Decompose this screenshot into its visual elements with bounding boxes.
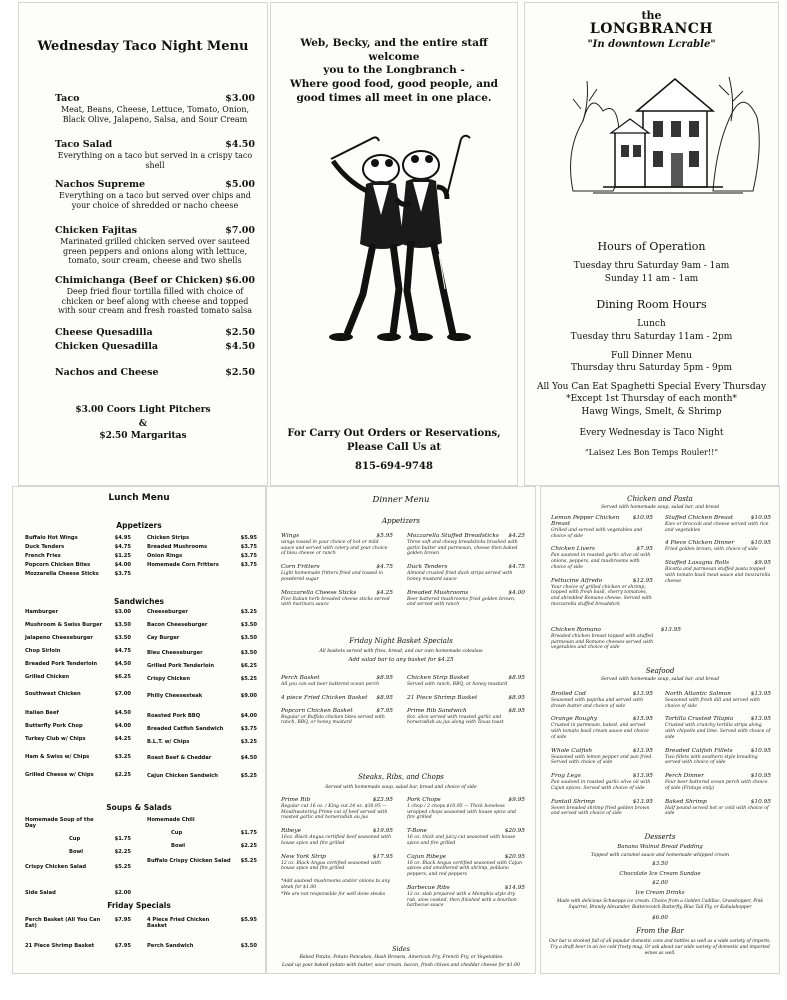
- lunch-soups-left: [25, 817, 131, 899]
- item-desc: Regular cut 16 oz. / King cut 24 oz. $30.95 — Mouthwatering Prime cut of beef served with roasted garlic and horseradish au jus: [281, 804, 388, 821]
- item-desc: Crusted in parmesan, baked, and served with tomato basil cream sauce and choice of side: [551, 723, 649, 740]
- taco-night-panel: [18, 2, 268, 486]
- menu-row: Wings $5.95: [281, 533, 393, 539]
- item-name: Chicken Fajitas: [55, 225, 138, 236]
- spaghetti-exception: *Except 1st Thursday of each month*: [566, 394, 737, 405]
- item-desc: Deep fried flour tortilla filled with choice of chicken or beef along with cheese and topped with sour cream and fresh roasted tomato salsa: [58, 287, 252, 316]
- menu-row: Chicken Romano $13.95: [551, 627, 681, 633]
- item-desc: 12 oz. slab prepared with a Memphis style dry rub, slow cooked, then finished with a bourbon barbecue sauce: [407, 891, 517, 909]
- hours-of-operation: [531, 239, 772, 286]
- menu-row: Broiled Cod $13.95: [551, 691, 653, 697]
- menu-row: Tortilla Crusted Tilapia $13.95: [665, 716, 771, 723]
- menu-row: Prime Rib $23.95: [281, 797, 393, 803]
- seafood-right: [665, 691, 771, 824]
- item-desc: Seven breaded shrimp fried golden brown and served with choice of side: [551, 805, 650, 817]
- menu-row: Crispy Chicken Salad $5.25: [25, 864, 131, 870]
- chicken-right: [665, 515, 771, 591]
- steaks-note: Served with homemade soup, salad bar, bread and choice of side: [325, 785, 477, 790]
- steak-note: *Add sauteed mushrooms and/or onions to any steak for $1.00: [281, 879, 390, 890]
- welcome-line: you to the Longbranch -: [323, 64, 465, 77]
- item-desc: Fried golden brown, with choice of side: [665, 547, 758, 553]
- welcome-panel: [270, 2, 518, 486]
- sides-potato-note: Load up your baked potato with butter, sour cream, bacon, fresh chives and cheddar cheese for $1.00: [282, 963, 520, 968]
- bar-heading: From the Bar: [636, 927, 684, 935]
- dessert-sundae: Chocolate Ice Cream Sundae: [619, 871, 701, 877]
- lunch-soups-right: [147, 817, 257, 867]
- menu-row: Turkey Club w/ Chips $4.25: [25, 736, 131, 742]
- steaks-left: [281, 797, 393, 904]
- menu-row: Southwest Chicken $7.00: [25, 691, 131, 697]
- menu-row: Breaded Catfish Fillets $10.95: [665, 747, 771, 754]
- motto: "Laisez Les Bon Temps Rouler!!": [584, 448, 719, 458]
- item-desc: 1 chop / 2 chops $10.95 — Thick boneless wrapped chops seasoned with house spice and fire grilled: [407, 804, 516, 821]
- menu-row: 21 Piece Shrimp Basket $8.95: [407, 694, 525, 701]
- menu-row: Baked Shrimp $10.95: [665, 798, 771, 805]
- item-price: $5.00: [225, 179, 255, 190]
- dessert-bread-pudding: Banana Walnut Bread Pudding: [617, 844, 703, 850]
- item-desc: Grilled and served with vegetables and choice of side: [551, 528, 643, 539]
- lunch-appetizers-heading: Appetizers: [116, 521, 162, 530]
- item-name: Chicken Quesadilla: [55, 341, 159, 352]
- lunch-label: Lunch: [637, 319, 666, 330]
- taco-item: [55, 93, 255, 124]
- menu-row: Frog Legs $13.95: [551, 773, 653, 780]
- steaks-heading: Steaks, Ribs, and Chops: [358, 773, 444, 781]
- menu-row: Bowl $2.25: [171, 843, 257, 849]
- item-desc: wings tossed in your choice of hot or mild sauce and served with celery and your choice of bleu cheese or ranch: [281, 540, 388, 557]
- item-desc: Everything on a taco but served over chips and your choice of shredded or nacho cheese: [59, 191, 251, 210]
- carry-out-info: [281, 427, 507, 474]
- bar-desc: Our bar is stocked full of all popular domestic cans and bottles as well as a wide variety of imports. Try a draft beer in an ice cold frosty mug. Or ask about our wide variety of domestic and imported wines as well.: [549, 939, 771, 956]
- menu-row: Orange Roughy $15.95: [551, 716, 653, 723]
- menu-row: Onion Rings $3.75: [147, 553, 257, 559]
- seafood-note: Served with homemade soup, salad bar, and bread: [600, 677, 720, 682]
- menu-row: Cup $1.75: [171, 830, 257, 836]
- dinner-hours: Thursday thru Saturday 5pm - 9pm: [570, 363, 733, 374]
- menu-row: Homemade Chili: [147, 817, 195, 823]
- welcome-message: [285, 37, 503, 105]
- welcome-line: good times all meet in one place.: [296, 91, 492, 104]
- chicken-seafood-panel: [540, 486, 780, 974]
- restaurant-tagline: "In downtown Lcrable": [587, 39, 716, 50]
- desserts-heading: Desserts: [644, 833, 676, 841]
- menu-row: Breaded Pork Tenderloin $4.50: [25, 661, 131, 667]
- steaks-right: [407, 797, 525, 916]
- nachos-supreme-item: [55, 179, 255, 210]
- chimichanga-item: [55, 275, 255, 316]
- item-desc: Ricotta and parmesan stuffed pasta topped with tomato basil meat sauce and mozzarella cheese: [665, 567, 771, 584]
- item-name: Chimichanga (Beef or Chicken): [55, 275, 224, 286]
- menu-row: Mozzarella Cheese Sticks $3.75: [25, 571, 131, 577]
- welcome-line: Where good food, good people, and: [290, 77, 498, 90]
- dessert-ice-cream-drinks-price: $6.00: [652, 915, 668, 921]
- menu-row: Fantail Shrimp $13.95: [551, 798, 653, 805]
- seafood-left: [551, 691, 653, 824]
- item-desc: Almond crusted fried duck strips served with honey mustard sauce: [407, 571, 513, 582]
- dinner-appetizers-heading: Appetizers: [382, 517, 420, 525]
- item-desc: Half pound served hot or cold with choice of side: [665, 805, 769, 817]
- drink-special-margaritas: $2.50 Margaritas: [99, 431, 187, 441]
- menu-row: Hamburger $3.00: [25, 609, 131, 615]
- menu-row: Perch Sandwich $3.50: [147, 943, 257, 949]
- phone-number: 815-694-9748: [355, 461, 433, 472]
- menu-row: Fettucine Alfredo $12.95: [551, 577, 653, 584]
- menu-row: French Fries $1.25: [25, 553, 131, 559]
- menu-row: Mozzarella Stuffed Breadsticks $4.25: [407, 533, 525, 539]
- restaurant-building-illustration: [563, 61, 763, 197]
- dining-heading: Dining Room Hours: [596, 298, 707, 311]
- logo-the: the: [641, 9, 662, 22]
- item-name: Nachos and Cheese: [55, 367, 159, 378]
- chicken-romano: [551, 627, 771, 658]
- item-desc: Served with ranch, BBQ, or honey mustard: [407, 682, 508, 687]
- menu-row: Breaded Catfish Sandwich $3.75: [147, 726, 257, 732]
- basket-right: [407, 675, 525, 733]
- taco-night-note: Every Wednesday is Taco Night: [579, 427, 724, 438]
- menu-row: Homemade Soup of the Day: [25, 817, 94, 829]
- hours-line: Tuesday thru Saturday 9am - 1am: [573, 261, 730, 272]
- item-price: $2.50: [225, 367, 255, 378]
- item-name: Taco Salad: [55, 139, 113, 150]
- item-desc: 16 oz. Black Angus certified seasoned with Cajun spices and smothered with shrimp, poblano peppers, and red peppers: [407, 860, 523, 878]
- menu-row: Perch Basket (All You Can Eat) $7.95: [25, 917, 131, 929]
- item-desc: Kiev or broccoli and cheese served with rice and vegetables: [665, 522, 769, 533]
- item-desc: Meat, Beans, Cheese, Lettuce, Tomato, Onion, Black Olive, Jalapeno, Salsa, and Sour Cream: [60, 105, 250, 124]
- item-desc: Your choice of grilled chicken or shrimp, topped with fresh basil, cherry tomatoes, and shredded Romano cheese. Served with mozzarella stuffed breadstick: [551, 584, 652, 607]
- lunch-sandwiches-left: [25, 609, 131, 785]
- dessert-ice-cream-drinks: Ice Cream Drinks: [635, 890, 685, 896]
- info-panel: [524, 2, 779, 486]
- menu-row: Perch Basket $8.95: [281, 675, 393, 681]
- item-desc: 16 oz. thick and juicy cut seasoned with house spice and fire grilled: [407, 835, 516, 846]
- menu-row: Grilled Pork Tenderloin $6.25: [147, 663, 257, 669]
- taco-menu-title: Wednesday Taco Night Menu: [37, 39, 249, 54]
- item-desc: 12 oz. Black Angus certified seasoned with house spice and fire grilled: [281, 860, 382, 872]
- sides-heading: Sides: [392, 945, 410, 953]
- lunch-menu-panel: [12, 486, 266, 974]
- item-desc: Seasoned with lemon pepper and pan fried. Served with choice of side: [551, 754, 653, 766]
- menu-row: Buffalo Crispy Chicken Salad $5.25: [147, 858, 257, 864]
- item-desc: 16oz. Black Angus certified beef seasoned with house spice and fire grilled: [281, 835, 392, 846]
- menu-row: Popcorn Chicken Basket $7.95: [281, 707, 393, 714]
- item-desc: Regular or Buffalo chicken bites served with ranch, BBQ, or honey mustard: [281, 714, 385, 726]
- menu-row: New York Strip $17.95: [281, 853, 393, 860]
- dessert-ice-cream-drinks-desc: Made with delicious Schwepps ice cream. Choice from a Golden Cadillac, Grasshopper, Pink Squirrel, Brandy Alexander, Butterscotch Butterfly, Blue Tail Fly, or Kahulahopper: [556, 899, 764, 910]
- menu-row: Prime Rib Sandwich $8.95: [407, 707, 525, 714]
- menu-row: Mushroom & Swiss Burger $3.50: [25, 622, 131, 628]
- menu-row: Cheeseburger $3.25: [147, 609, 257, 615]
- menu-row: Grilled Cheese w/ Chips $2.25: [25, 772, 131, 778]
- menu-row: 4 piece Fried Chicken Basket $8.95: [281, 694, 393, 701]
- dinner-appetizers-right: [407, 533, 525, 615]
- item-desc: Five Italian herb breaded cheese sticks served with marinara sauce: [281, 596, 390, 608]
- restaurant-name: LONGBRANCH: [589, 21, 714, 37]
- menu-row: Roast Beef & Cheddar $4.50: [147, 755, 257, 761]
- sides-list: Baked Potato, Potato Pancakes, Hash Browns, American Fry, French Fry, or Vegetables: [299, 955, 503, 960]
- hours-heading: Hours of Operation: [597, 240, 706, 253]
- carry-out-line: Please Call Us at: [346, 441, 442, 453]
- chicken-fajitas-item: [55, 225, 255, 266]
- menu-row: 4 Piece Chicken Dinner $10.95: [665, 540, 771, 547]
- carry-out-line: For Carry Out Orders or Reservations,: [287, 428, 501, 439]
- basket-specials-heading: Friday Night Basket Specials: [349, 637, 453, 645]
- lunch-sandwiches-heading: Sandwiches: [113, 597, 164, 606]
- dessert-sundae-price: $2.00: [652, 880, 668, 886]
- menu-row: Cay Burger $3.50: [147, 635, 257, 641]
- item-price: $7.00: [225, 225, 255, 236]
- item-desc: Marinated grilled chicken served over sauteed green peppers and onions along with lettuce, tomato, sour cream, cheese and two shells: [60, 237, 250, 266]
- lunch-menu-title: Lunch Menu: [108, 493, 170, 503]
- menu-row: Grilled Chicken $6.25: [25, 674, 131, 680]
- menu-row: Corn Fritters $4.75: [281, 564, 393, 571]
- menu-row: Ribeye $19.95: [281, 828, 393, 835]
- chicken-quesadilla-item: [55, 341, 255, 352]
- dinner-appetizers-left: [281, 533, 393, 615]
- dancing-frogs-illustration: [311, 129, 481, 349]
- lunch-friday-left: [25, 917, 131, 952]
- item-desc: Crusted with crunchy tortilla strips along with chipotle and lime. Served with choice of side: [665, 723, 771, 740]
- spaghetti-special: All You Can Eat Spaghetti Special Every Thursday: [536, 381, 767, 392]
- basket-salad-note: Add salad bar to any basket for $4.25: [348, 657, 454, 663]
- item-price: $2.50: [225, 327, 255, 338]
- welcome-line: Web, Becky, and the entire staff welcome: [300, 37, 488, 63]
- dessert-bread-pudding-price: $3.50: [652, 861, 668, 867]
- menu-row: Barbecue Ribs $14.95: [407, 884, 525, 891]
- menu-row: Butterfly Pork Chop $4.00: [25, 723, 131, 729]
- basket-left: [281, 675, 393, 733]
- chicken-left: [551, 515, 653, 615]
- menu-row: Chop Sirloin $4.75: [25, 648, 131, 654]
- lunch-friday-right: [147, 917, 257, 952]
- menu-row: Crispy Chicken $5.25: [147, 676, 257, 682]
- hours-line: Sunday 11 am - 1am: [604, 273, 699, 284]
- lunch-appetizers-left: [25, 535, 131, 580]
- menu-row: Cup $1.75: [69, 836, 131, 842]
- menu-row: Cajun Chicken Sandwich $5.25: [147, 773, 257, 779]
- nachos-cheese-item: [55, 367, 255, 378]
- item-desc: Everything on a taco but served in a crispy taco shell: [57, 151, 253, 170]
- menu-row: North Atlantic Salmon $13.95: [665, 691, 771, 697]
- item-desc: Light homemade fritters fried and tossed in powdered sugar: [281, 571, 383, 582]
- lunch-sandwiches-right: [147, 609, 257, 786]
- menu-row: Cajun Ribeye $20.95: [407, 853, 525, 860]
- menu-row: Chicken Strip Basket $8.95: [407, 675, 525, 681]
- item-price: $4.50: [225, 341, 255, 352]
- menu-row: Roasted Pork BBQ $4.00: [147, 713, 257, 719]
- menu-row: Bacon Cheeseburger $3.50: [147, 622, 257, 628]
- item-name: Cheese Quesadilla: [55, 327, 153, 338]
- menu-row: Philly Cheesesteak $9.00: [147, 693, 257, 699]
- lunch-hours: Tuesday thru Saturday 11am - 2pm: [570, 331, 733, 342]
- lunch-soups-heading: Soups & Salads: [106, 803, 172, 812]
- basket-note: All baskets served with fries, bread, and our own homemade coleslaw: [319, 649, 483, 654]
- menu-row: Mozzarella Cheese Sticks $4.25: [281, 589, 393, 596]
- item-desc: Four beer battered ocean perch with choice of side (Fridays only): [665, 780, 768, 791]
- seafood-heading: Seafood: [645, 667, 675, 675]
- item-price: $4.50: [225, 139, 255, 150]
- menu-row: Jalapeno Cheeseburger $3.50: [25, 635, 131, 641]
- menu-row: Perch Dinner $10.95: [665, 773, 771, 780]
- drink-special-pitchers: $3.00 Coors Light Pitchers: [75, 405, 211, 415]
- dinner-label: Full Dinner Menu: [611, 350, 692, 361]
- steak-note: *We are not responsible for well done steaks: [281, 891, 386, 897]
- menu-row: Lemon Pepper Chicken Breast $10.95: [551, 515, 653, 527]
- item-desc: Pan sauteed in roasted garlic olive oil with onions, peppers, and mushrooms with choice of side: [551, 553, 651, 570]
- menu-row: B.L.T. w/ Chips $3.25: [147, 739, 257, 745]
- menu-row: Side Salad $2.00: [25, 890, 131, 896]
- item-desc: Two fillets with southern style breading served with choice of side: [665, 754, 758, 766]
- item-desc: Seasoned with paprika and served with drawn butter and choice of side: [551, 698, 644, 709]
- menu-row: Homemade Corn Fritters $3.75: [147, 562, 257, 568]
- item-desc: All you can eat beer battered ocean perch: [281, 682, 380, 687]
- lunch-appetizers-right: [147, 535, 257, 571]
- item-desc: Three soft and chewy breadsticks brushed with garlic butter and parmesan, cheese then baked golden brown: [407, 540, 518, 557]
- hawg-wings-special: Hawg Wings, Smelt, & Shrimp: [581, 406, 722, 417]
- menu-row: Pork Chops $9.95: [407, 797, 525, 803]
- menu-row: Bleu Cheeseburger $3.50: [147, 650, 257, 656]
- item-desc: Beer battered mushrooms fried golden brown, and served with ranch: [407, 596, 516, 608]
- chicken-pasta-heading: Chicken and Pasta: [627, 495, 693, 503]
- item-price: $3.00: [225, 93, 255, 104]
- menu-row: Chicken Livers $7.95: [551, 546, 653, 553]
- menu-row: Buffalo Hot Wings $4.95: [25, 535, 131, 541]
- menu-row: Stuffed Chicken Breast $10.95: [665, 515, 771, 521]
- menu-row: Stuffed Lasagna Rolls $9.95: [665, 560, 771, 567]
- menu-row: Chicken Strips $5.95: [147, 535, 257, 541]
- menu-row: Breaded Mushrooms $3.75: [147, 544, 257, 550]
- item-desc: Breaded chicken breast topped with stuffed parmesan and Romano cheeses served with vegetables and choice of side: [551, 634, 654, 651]
- dessert-bread-pudding-desc: Topped with caramel sauce and homemade whipped cream: [590, 853, 730, 858]
- dinner-menu-panel: [266, 486, 536, 974]
- menu-row: Breaded Mushrooms $4.00: [407, 589, 525, 596]
- item-price: $6.00: [225, 275, 255, 286]
- item-desc: Seasoned with fresh dill and served with choice of side: [665, 698, 760, 709]
- cheese-quesadilla-item: [55, 327, 255, 338]
- menu-row: Popcorn Chicken Bites $4.00: [25, 562, 131, 568]
- menu-row: 4 Piece Fried Chicken Basket $5.95: [147, 917, 257, 929]
- item-desc: 8oz. slice served with roasted garlic and horseradish au jus along with Texas toast: [407, 714, 504, 726]
- dinner-menu-title: Dinner Menu: [372, 495, 430, 505]
- menu-row: T-Bone $20.95: [407, 828, 525, 835]
- menu-row: Italian Beef $4.50: [25, 710, 131, 716]
- menu-row: Duck Tenders $4.75: [25, 544, 131, 550]
- menu-row: Duck Tenders $4.75: [407, 564, 525, 571]
- menu-row: Whole Catfish $13.95: [551, 747, 653, 754]
- taco-salad-item: [55, 139, 255, 170]
- menu-row: Bowl $2.25: [69, 849, 131, 855]
- item-name: Taco: [55, 93, 80, 104]
- menu-row: Ham & Swiss w/ Chips $3.25: [25, 754, 131, 760]
- item-name: Nachos Supreme: [55, 179, 146, 190]
- menu-row: 21 Piece Shrimp Basket $7.95: [25, 943, 131, 949]
- drink-special-amp: &: [138, 419, 148, 429]
- item-desc: Pan sauteed in roasted garlic olive oil with Cajun spices. Served with choice of side: [551, 780, 651, 791]
- dining-room-hours: [531, 297, 772, 458]
- lunch-friday-heading: Friday Specials: [107, 901, 171, 910]
- chicken-note: Served with homemade soup, salad bar, and bread: [600, 505, 720, 510]
